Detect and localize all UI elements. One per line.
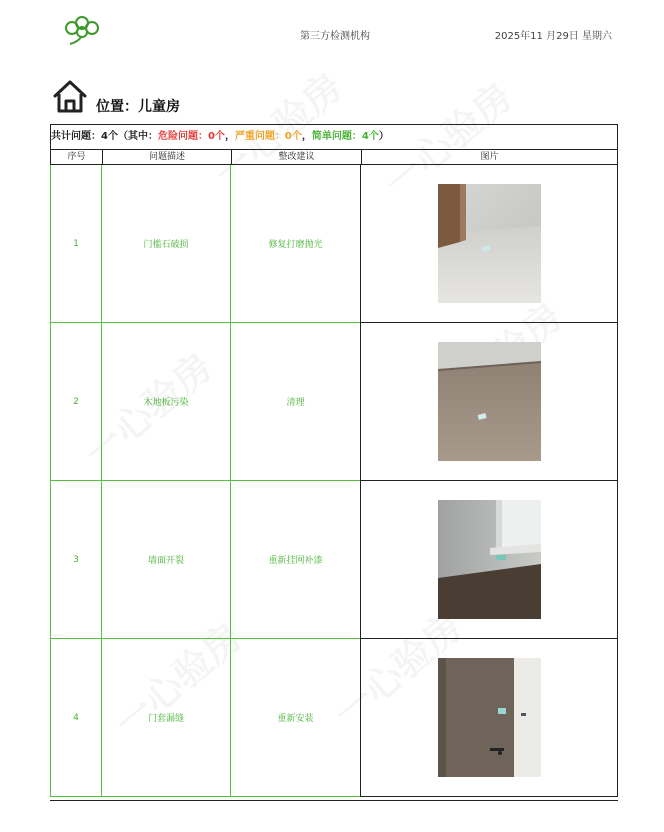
issue-summary: [50, 124, 618, 149]
summary-separator: ，: [224, 131, 235, 142]
row-fix: 修复打磨抛光: [230, 165, 361, 323]
org-name: 第三方检测机构: [300, 31, 370, 42]
row-number: 3: [50, 481, 102, 639]
row-issue: 木地板污染: [101, 323, 231, 481]
row-number: 1: [50, 165, 102, 323]
issue-photo[interactable]: [438, 342, 541, 461]
table-header: [50, 149, 618, 165]
row-number: 2: [50, 323, 102, 481]
row-fix: 重新安装: [230, 639, 361, 797]
row-photo-cell: [360, 323, 618, 481]
row-fix: 重新挂网补漆: [230, 481, 361, 639]
summary-danger: 危险问题：0个: [157, 131, 225, 142]
header-number: 序号: [50, 150, 102, 165]
row-photo-cell: [360, 165, 618, 323]
summary-suffix: ）: [378, 131, 389, 142]
row-number: 4: [50, 639, 102, 797]
home-icon: [52, 78, 88, 114]
header-fix: 整改建议: [231, 150, 361, 165]
row-issue: 门套漏缝: [101, 639, 231, 797]
row-issue: 墙面开裂: [101, 481, 231, 639]
header-photo: 图片: [361, 150, 618, 165]
summary-serious: 严重问题：0个: [234, 131, 302, 142]
issue-photo[interactable]: [438, 500, 541, 619]
row-photo-cell: [360, 639, 618, 797]
location-label: 位置：儿童房: [96, 99, 180, 115]
summary-simple: 简单问题：4个: [311, 131, 379, 142]
issue-photo[interactable]: [438, 658, 541, 777]
table-row: [50, 481, 618, 639]
row-issue: 门槛石破损: [101, 165, 231, 323]
issue-table: [50, 164, 618, 801]
row-photo-cell: [360, 481, 618, 639]
issue-photo[interactable]: [438, 184, 541, 303]
report-date: 2025年11 月29日 星期六: [494, 31, 612, 42]
summary-prefix: 共计问题：4个（其中：: [51, 131, 158, 142]
row-fix: 清理: [230, 323, 361, 481]
table-row: [50, 639, 618, 797]
summary-separator: ，: [301, 131, 312, 142]
header-issue: 问题描述: [102, 150, 231, 165]
table-row: [50, 165, 618, 323]
table-row: [50, 323, 618, 481]
clover-logo-icon: [58, 16, 110, 46]
page-header: [0, 0, 664, 60]
